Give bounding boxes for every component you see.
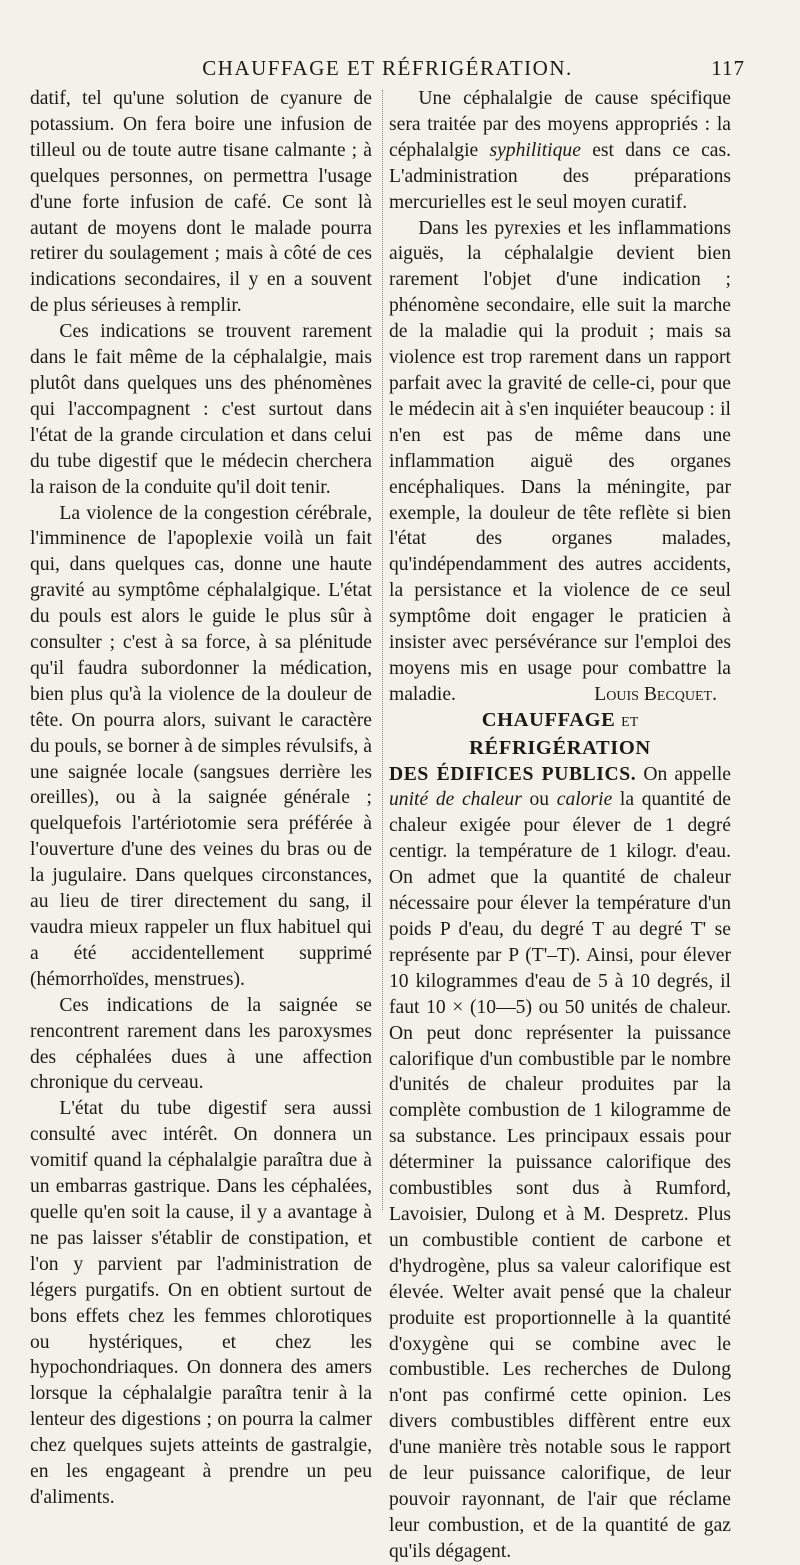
right-column (389, 86, 731, 1565)
paragraph: La violence de la congestion cérébrale, l'imminence de l'apoplexie voilà un fait qui, dans quelques cas, donne une haute gravité au symptôme céphalalgique. L'état du pouls est alors le guide le plus sûr à consulter ; c'est à sa force, à sa plénitude qu'il faudra subordonner la médication, bien plus qu'à la violence de la douleur de tête. On pourra alors, suivant le caractère du pouls, se borner à de simples révulsifs, à une saignée locale (sangsues derrière les oreilles), ou à la saignée générale ; quelquefois l'artériotomie sera préférée à l'ouverture d'une des veines du bras ou de la jugulaire. Dans quelques circonstances, au lieu de tirer directement du sang, il vaudra mieux rappeler un flux habituel qui a été accidentellement supprimé (hémorrhoïdes, menstrues). (30, 502, 372, 990)
heading-conjunction: ET (621, 714, 639, 730)
emphasis: calorie (556, 789, 613, 811)
text-run: est dans ce cas. L'administration des préparations mercurielles est le seul moyen curatif. (389, 139, 731, 213)
text-run: On appelle (636, 763, 731, 785)
paragraph: datif, tel qu'une solution de cyanure de potassium. On fera boire une infusion de tilleul ou de toute autre tisane calmante ; à quelques personnes, on permettra l'usage d'une forte infusion de café. Ce sont là autant de moyens dont le malade pourra retirer du soulagement ; mais à côté de ces indications secondaires, il y en a souvent de plus sérieuses à remplir. (30, 88, 372, 317)
paragraph: L'état du tube digestif sera aussi consulté avec intérêt. On donnera un vomitif quand la céphalalgie paraîtra due à un embarras gastrique. Dans les céphalées, quelle qu'en soit la cause, il y a avantage à ne pas laisser s'établir de constipation, et l'on y parvient par l'administration de légers purgatifs. On en obtient surtout de bons effets chez les femmes chlorotiques ou hystériques, et chez les hypochondriaques. On donnera des amers lorsque la céphalalgie paraîtra tenir à la lenteur des digestions ; on pourra la calmer chez quelques sujets atteints de gastralgie, en les engageant à prendre un peu d'aliments. (30, 1098, 372, 1508)
article-heading (389, 708, 731, 762)
paragraph (389, 86, 731, 216)
emphasis: unité de chaleur (389, 789, 522, 811)
heading-word: CHAUFFAGE (481, 708, 616, 731)
heading-word: RÉFRIGÉRATION (469, 736, 651, 759)
paragraph (389, 762, 731, 1565)
column-divider (382, 90, 383, 1210)
text-run: ou (521, 789, 557, 811)
text-run: la quantité de chaleur exigée pour élever de 1 degré centigr. la température de 1 kilogr. d'eau. On admet que la quantité de chaleur nécessaire pour élever la température d'un poids P d'eau, du degré T au degré T' se représente par P (T'–T). Ainsi, pour élever 10 kilogrammes d'eau de 5 à 10 degrés, il faut 10 × (10—5) ou 50 unités de chaleur. On peut donc représenter la puissance calorifique d'un combustible par le nombre d'unités de chaleur produites par la complète combustion de 1 kilogramme de sa substance. Les principaux essais pour déterminer la puissance calorifique des combustibles sont dus à Rumford, Lavoisier, Dulong et à M. Despretz. Plus un combustible contient de carbone et d'hydrogène, plus sa valeur calorifique est élevée. Welter avait pensé que la chaleur produite est proportionnelle à la quantité d'oxygène qui se combine avec le combustible. Les recherches de Dulong n'ont pas confirmé cette opinion. Les divers combustibles diffèrent entre eux d'une manière très notable sous le rapport de leur puissance calorifique, de leur pouvoir rayonnant, de l'air que réclame leur combustion, et de la quantité de gaz qu'ils dégagent. (389, 789, 731, 1562)
author-signature: Louis Becquet. (594, 683, 717, 705)
paragraph: Ces indications de la saignée se rencontrent rarement dans les paroxysmes des céphalées dues à une affection chronique du cerveau. (30, 994, 372, 1094)
left-column (30, 86, 372, 1511)
text-run: Une céphalalgie de cause spécifique sera traitée par des moyens appropriés : la céphalalgie (389, 88, 731, 161)
paragraph: Ces indications se trouvent rarement dans le fait même de la céphalalgie, mais plutôt dans quelques uns des phénomènes qui l'accompagnent : c'est surtout dans l'état de la grande circulation et dans celui du tube digestif que le médecin cherchera la raison de la conduite qu'il doit tenir. (30, 321, 372, 498)
running-head (30, 56, 745, 86)
page-number: 117 (711, 56, 745, 80)
heading-subtitle: DES ÉDIFICES PUBLICS. (389, 763, 637, 785)
emphasis: syphilitique (489, 139, 581, 161)
paragraph: Dans les pyrexies et les inflammations aiguës, la céphalalgie devient bien rarement l'objet d'une indication ; phénomène secondaire, elle suit la marche de la maladie qui la produit ; mais sa violence est trop rarement dans un rapport parfait avec la gravité de celle-ci, pour que le médecin ait à s'en inquiéter beaucoup : il n'en est pas de même dans une inflammation aiguë des organes encéphaliques. Dans la méningite, par exemple, la douleur de tête reflète si bien l'état des organes malades, qu'indépendamment des autres accidents, la persistance et la violence de ce seul symptôme doit engager le praticien à insister avec persévérance sur l'emploi des moyens mis en usage pour combattre la maladie. (389, 217, 731, 705)
running-title: CHAUFFAGE ET RÉFRIGÉRATION. (202, 56, 573, 80)
